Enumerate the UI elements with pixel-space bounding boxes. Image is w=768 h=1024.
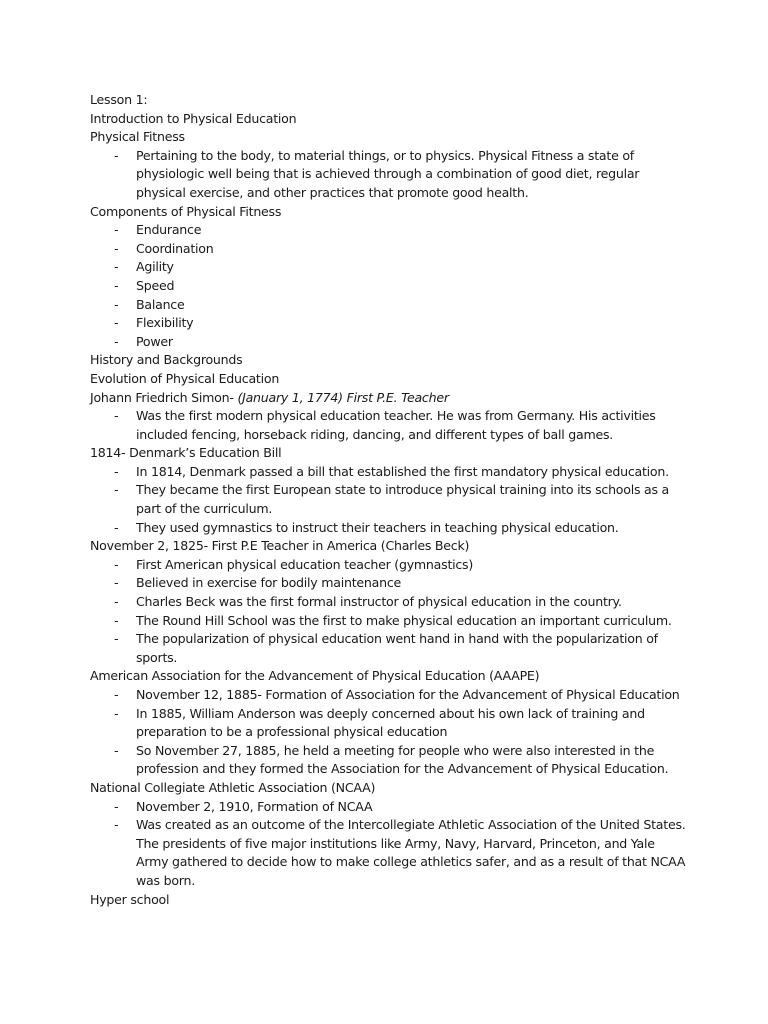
simon-heading-text: Johann Friedrich Simon- <box>90 389 234 405</box>
list-item-text: Was created as an outcome of the Intercollegiate Athletic Association of the United States. The presidents of five major institutions like Army, Navy, Harvard, Princeton, and Yale Army gathered to decide how to make college athletics safer, and as a result of that NCAA was born. <box>136 817 686 888</box>
dash-marker: - <box>114 277 119 293</box>
list-item <box>90 816 690 890</box>
intro-title: Introduction to Physical Education <box>90 110 297 126</box>
list-item <box>90 630 690 667</box>
list-item <box>90 333 690 352</box>
list-item-text: Pertaining to the body, to material things, or to physics. Physical Fitness a state of physiologic well being that is achieved through a combination of good diet, regular physical exercise, and other practices that promote good health. <box>136 147 640 200</box>
list-item <box>90 574 690 593</box>
dash-marker: - <box>114 296 119 312</box>
dash-marker: - <box>114 594 119 610</box>
simon-heading <box>90 389 690 408</box>
dash-marker: - <box>114 687 119 702</box>
list-item-text: They used gymnastics to instruct their teachers in teaching physical education. <box>136 519 619 535</box>
dash-marker: - <box>114 259 119 275</box>
hyper-school-heading: Hyper school <box>90 891 170 907</box>
list-item <box>90 277 690 296</box>
list-item-text: The popularization of physical education went hand in hand with the popularization of sports. <box>136 631 658 665</box>
beck-heading: November 2, 1825- First P.E Teacher in America (Charles Beck) <box>90 538 470 554</box>
lesson-label: Lesson 1: <box>90 92 148 107</box>
list-item <box>90 705 690 742</box>
dash-marker: - <box>114 482 119 498</box>
dash-marker: - <box>114 798 119 814</box>
dash-marker: - <box>114 705 119 721</box>
list-item <box>90 240 690 259</box>
dash-marker: - <box>114 612 119 628</box>
list-item-text: First American physical education teacher (gymnastics) <box>136 556 474 572</box>
list-item-text: Was the first modern physical education teacher. He was from Germany. His activities included fencing, horseback riding, dancing, and different types of ball games. <box>136 408 656 442</box>
dash-marker: - <box>114 575 119 591</box>
list-item-text: They became the first European state to introduce physical training into its schools as a part of the curriculum. <box>136 482 670 517</box>
list-item <box>90 463 690 482</box>
dash-marker: - <box>114 147 119 163</box>
list-item <box>90 593 690 612</box>
dash-marker: - <box>114 519 119 535</box>
list-item-text: Agility <box>136 259 174 275</box>
list-item-text: Balance <box>136 296 185 312</box>
list-item <box>90 314 690 333</box>
list-item-text: Coordination <box>136 240 214 256</box>
list-item-text: Flexibility <box>136 315 194 331</box>
list-item-text: In 1885, William Anderson was deeply concerned about his own lack of training and preparation to be a professional physical education <box>136 705 645 740</box>
list-item-text: The Round Hill School was the first to make physical education an important curriculum. <box>136 612 672 628</box>
dash-marker: - <box>114 742 119 758</box>
dash-marker: - <box>114 556 119 572</box>
list-item <box>90 258 690 277</box>
fitness-heading: Physical Fitness <box>90 129 185 145</box>
list-item-text: November 2, 1910, Formation of NCAA <box>136 798 373 814</box>
components-heading: Components of Physical Fitness <box>90 203 282 219</box>
dash-marker: - <box>114 817 119 833</box>
list-item <box>90 612 690 631</box>
history-heading: History and Backgrounds <box>90 352 243 368</box>
list-item-text: Charles Beck was the first formal instructor of physical education in the country. <box>136 594 622 610</box>
dash-marker: - <box>114 240 119 256</box>
list-item <box>90 481 690 518</box>
list-item-text: Endurance <box>136 222 202 238</box>
denmark-heading: 1814- Denmark’s Education Bill <box>90 445 282 461</box>
list-item <box>90 296 690 315</box>
dash-marker: - <box>114 463 119 479</box>
list-item-text: Power <box>136 333 173 349</box>
dash-marker: - <box>114 315 119 331</box>
document-page <box>90 91 690 909</box>
simon-heading-italic: (January 1, 1774) First P.E. Teacher <box>237 389 449 405</box>
list-item-text: November 12, 1885- Formation of Association for the Advancement of Physical Education <box>136 687 680 702</box>
list-item <box>90 742 690 779</box>
list-item-text: Speed <box>136 277 175 293</box>
list-item <box>90 519 690 538</box>
list-item <box>90 407 690 444</box>
dash-marker: - <box>114 333 119 349</box>
dash-marker: - <box>114 222 119 238</box>
list-item <box>90 798 690 817</box>
dash-marker: - <box>114 631 119 647</box>
list-item <box>90 686 690 705</box>
list-item-text: Believed in exercise for bodily maintenance <box>136 575 402 591</box>
ncaa-heading: National Collegiate Athletic Association (NCAA) <box>90 779 376 795</box>
evolution-heading: Evolution of Physical Education <box>90 370 280 386</box>
list-item-text: So November 27, 1885, he held a meeting for people who were also interested in the profession and they formed the Association for the Advancement of Physical Education. <box>136 742 669 777</box>
aaape-heading: American Association for the Advancement of Physical Education (AAAPE) <box>90 668 540 684</box>
list-item <box>90 556 690 575</box>
dash-marker: - <box>114 408 119 424</box>
list-item-text: In 1814, Denmark passed a bill that established the first mandatory physical education. <box>136 463 669 479</box>
list-item <box>90 147 690 203</box>
list-item <box>90 221 690 240</box>
